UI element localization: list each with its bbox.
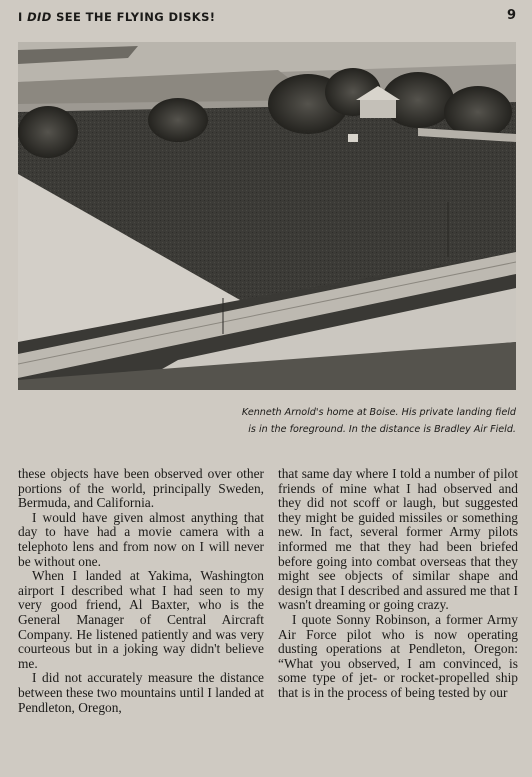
photo-caption xyxy=(18,404,516,438)
paragraph: I did not accurately measure the distance between these two mountains until I landed at Pendleton, Oregon, xyxy=(18,670,264,715)
paragraph: I quote Sonny Robinson, a former Army Air Force pilot who is now operating dusting operations at Pendleton, Oregon: “What you observed, I am convinced, is some type of jet- or rocket-propelled ship that is in the process of being tested by our xyxy=(278,611,518,700)
aerial-photo-illustration xyxy=(18,42,516,390)
title-rest: SEE THE FLYING DISKS! xyxy=(56,10,216,24)
article-title xyxy=(18,10,215,24)
paragraph: these objects have been observed over other portions of the world, principally Sweden, Bermuda, and California. xyxy=(18,466,264,511)
running-header xyxy=(18,8,516,28)
paragraph: I would have given almost anything that day to have had a movie camera with a telephoto lens and from now on I will never be without one. xyxy=(18,509,264,569)
left-column xyxy=(18,467,264,715)
title-prefix: I xyxy=(18,10,23,24)
paragraph: When I landed at Yakima, Washington airport I described what I had seen to my very good friend, Al Baxter, who is the General Manager of Central Aircraft Company. He listened patiently and was very courteous but in a joking way didn't believe me. xyxy=(18,568,264,671)
paragraph: that same day where I told a number of pilot friends of mine what I had observed and they did not scoff or laugh, but suggested they might be guided missiles or something new. In fact, several former Army pilots informed me that they had been briefed before going into combat overseas that they might see objects of similar shape and design that I described and assured me that I wasn't dreaming or going crazy. xyxy=(278,466,518,613)
title-emphasis: DID xyxy=(27,10,52,24)
caption-line: Kenneth Arnold's home at Boise. His private landing field xyxy=(241,407,516,418)
right-column xyxy=(278,467,518,701)
caption-line: is in the foreground. In the distance is Bradley Air Field. xyxy=(248,424,516,435)
aerial-photo xyxy=(18,42,516,390)
page-number: 9 xyxy=(506,8,516,23)
